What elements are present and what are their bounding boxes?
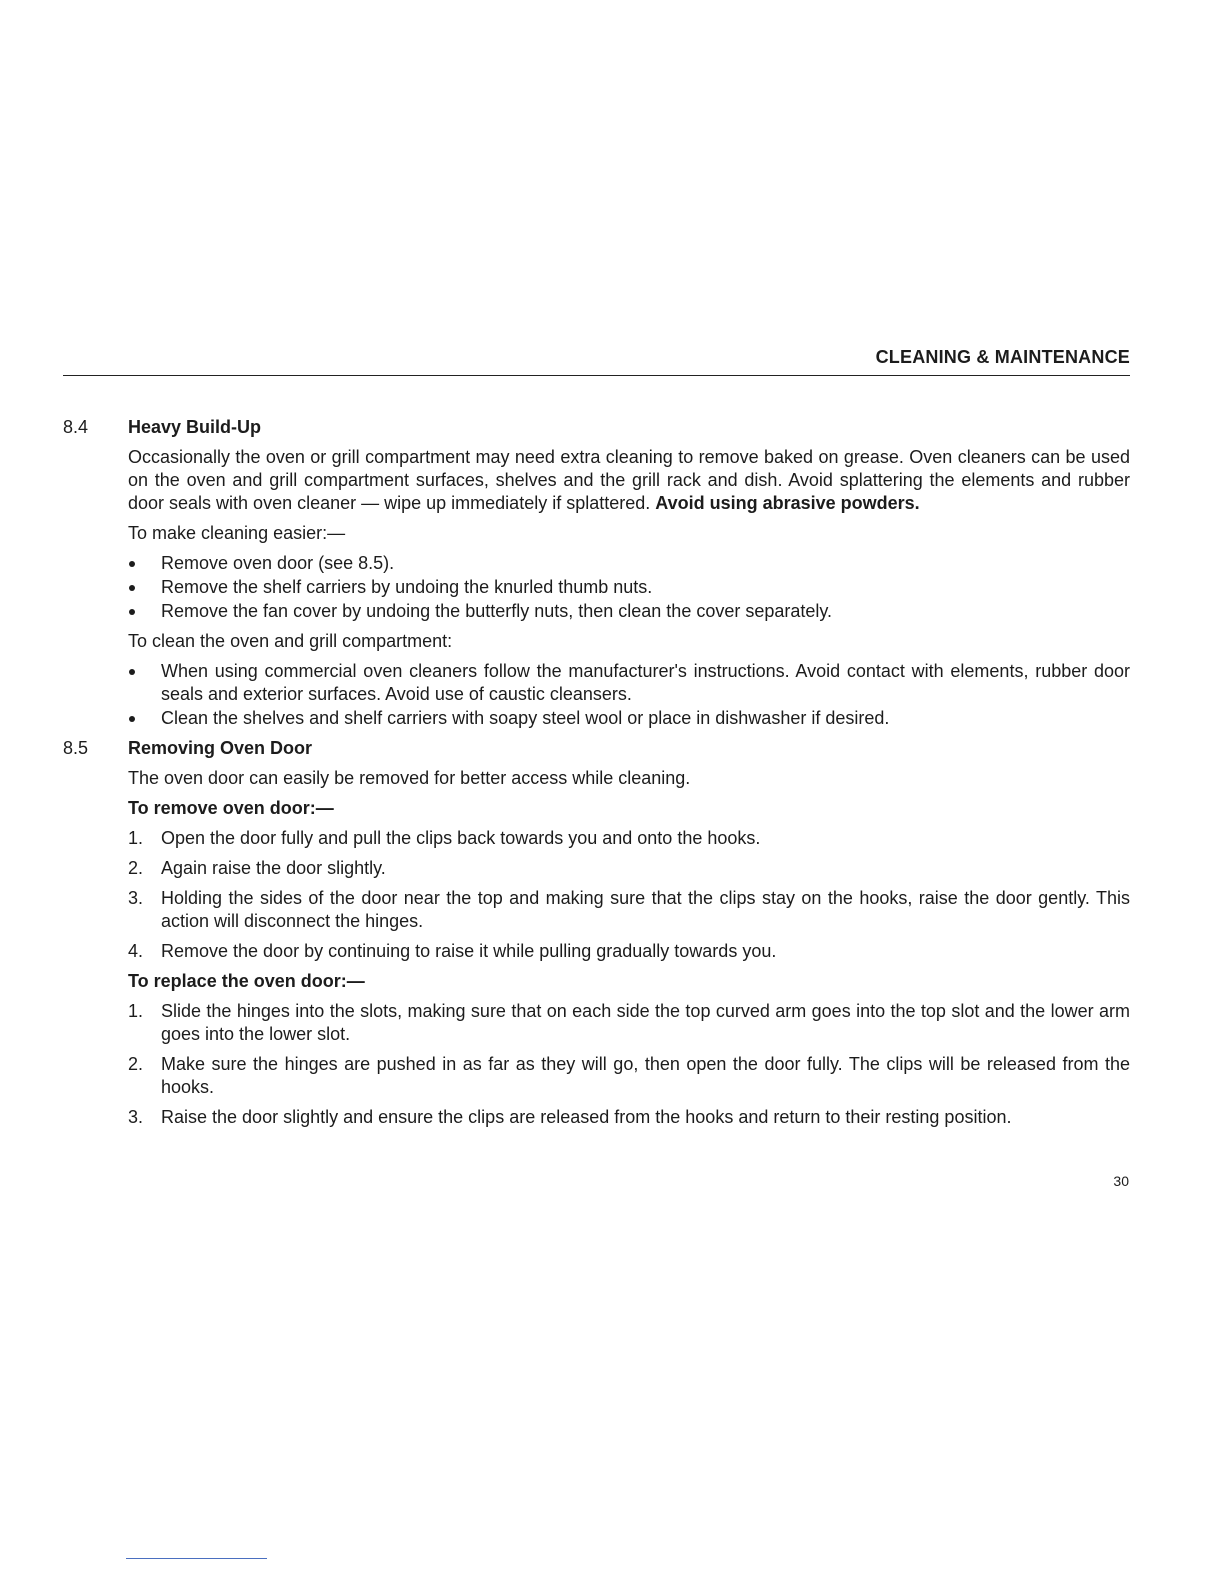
section-title: Heavy Build-Up bbox=[128, 417, 262, 437]
bullet-icon bbox=[129, 716, 135, 722]
step-number: 3. bbox=[128, 888, 144, 908]
list-item bbox=[63, 707, 1130, 730]
section-intro: The oven door can easily be removed for better access while cleaning. bbox=[128, 768, 691, 788]
remove-steps-list bbox=[63, 827, 1130, 963]
intro-warning: Avoid using abrasive powders. bbox=[655, 493, 920, 513]
page-header-title: CLEANING & MAINTENANCE bbox=[875, 347, 1130, 367]
step-number: 2. bbox=[128, 858, 144, 878]
list-item bbox=[63, 600, 1130, 623]
list-item-text: Remove the fan cover by undoing the butterfly nuts, then clean the cover separately. bbox=[161, 601, 833, 621]
step-item bbox=[63, 940, 1130, 963]
list-item-text: Remove oven door (see 8.5). bbox=[161, 553, 395, 573]
step-number: 1. bbox=[128, 1001, 144, 1021]
list-item bbox=[63, 552, 1130, 575]
bullet-icon bbox=[129, 561, 135, 567]
bullet-icon bbox=[129, 609, 135, 615]
step-number: 3. bbox=[128, 1107, 144, 1127]
bullet-icon bbox=[129, 585, 135, 591]
section-number: 8.4 bbox=[63, 417, 89, 437]
bullet-icon bbox=[129, 669, 135, 675]
step-item bbox=[63, 887, 1130, 933]
header-divider bbox=[63, 375, 1130, 376]
section-heading bbox=[63, 737, 1130, 760]
step-number: 1. bbox=[128, 828, 144, 848]
list-label: To make cleaning easier:— bbox=[128, 523, 346, 543]
list-item bbox=[63, 576, 1130, 599]
section-intro bbox=[63, 446, 1130, 515]
step-number: 2. bbox=[128, 1054, 144, 1074]
step-text: Again raise the door slightly. bbox=[161, 858, 386, 878]
step-item bbox=[63, 1106, 1130, 1129]
steps-label: To replace the oven door:— bbox=[128, 971, 365, 991]
bullet-list bbox=[63, 660, 1130, 730]
footer-divider bbox=[126, 1558, 267, 1559]
step-text: Slide the hinges into the slots, making sure that on each side the top curved arm goes into the top slot and the lower arm goes into the lower slot. bbox=[161, 1001, 1130, 1044]
list-item bbox=[63, 660, 1130, 706]
bullet-list bbox=[63, 552, 1130, 623]
page-content bbox=[63, 416, 1130, 1136]
list-label: To clean the oven and grill compartment: bbox=[128, 631, 453, 651]
step-number: 4. bbox=[128, 941, 144, 961]
list-item-text: Remove the shelf carriers by undoing the knurled thumb nuts. bbox=[161, 577, 653, 597]
step-item bbox=[63, 857, 1130, 880]
section-heading bbox=[63, 416, 1130, 439]
step-text: Holding the sides of the door near the top and making sure that the clips stay on the hooks, raise the door gently. This action will disconnect the hinges. bbox=[161, 888, 1130, 931]
step-text: Make sure the hinges are pushed in as far as they will go, then open the door fully. The clips will be released from the hooks. bbox=[161, 1054, 1130, 1097]
section-number: 8.5 bbox=[63, 738, 89, 758]
steps-label: To remove oven door:— bbox=[128, 798, 334, 818]
step-text: Raise the door slightly and ensure the clips are released from the hooks and return to their resting position. bbox=[161, 1107, 1012, 1127]
list-item-text: When using commercial oven cleaners follow the manufacturer's instructions. Avoid contact with elements, rubber door seals and exterior surfaces. Avoid use of caustic cleansers. bbox=[161, 661, 1130, 704]
step-item bbox=[63, 1000, 1130, 1046]
replace-steps-list bbox=[63, 1000, 1130, 1129]
section-title: Removing Oven Door bbox=[128, 738, 313, 758]
step-item bbox=[63, 1053, 1130, 1099]
page-number: 30 bbox=[1113, 1173, 1129, 1189]
step-text: Remove the door by continuing to raise it while pulling gradually towards you. bbox=[161, 941, 777, 961]
intro-text: Occasionally the oven or grill compartment may need extra cleaning to remove baked on grease. Oven cleaners can be used on the oven and grill compartment surfaces, shelves and the grill rack and dish. Avoid splattering the elements and rubber door seals with oven cleaner — wipe up immediately if splattered. bbox=[128, 447, 1130, 513]
step-item bbox=[63, 827, 1130, 850]
list-item-text: Clean the shelves and shelf carriers with soapy steel wool or place in dishwasher if desired. bbox=[161, 708, 890, 728]
step-text: Open the door fully and pull the clips back towards you and onto the hooks. bbox=[161, 828, 761, 848]
